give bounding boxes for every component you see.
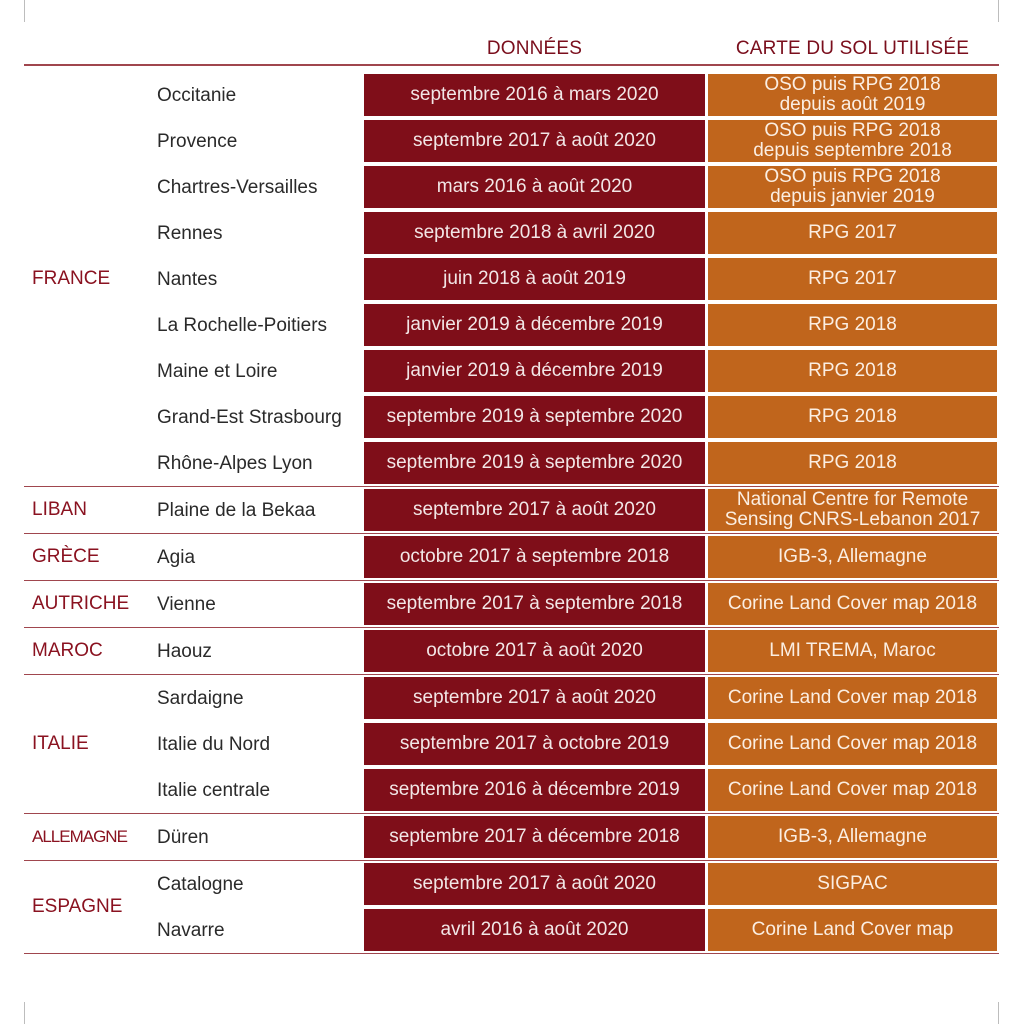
table-row: [24, 907, 999, 953]
region-name: Rennes: [157, 223, 223, 244]
region-name: Chartres-Versailles: [157, 177, 318, 198]
soil-map-cell: RPG 2017: [708, 212, 997, 254]
data-period-cell: septembre 2016 à mars 2020: [364, 74, 705, 116]
table-row: [24, 210, 999, 256]
country-group: [24, 628, 999, 675]
data-period-cell: avril 2016 à août 2020: [364, 909, 705, 951]
region-name: Catalogne: [157, 874, 244, 895]
table-row: [24, 814, 999, 860]
crop-mark-top-left: [24, 0, 25, 22]
region-name: Haouz: [157, 641, 212, 662]
data-table: [24, 72, 999, 954]
table-row: [24, 721, 999, 767]
header-soil-map: CARTE DU SOL UTILISÉE: [735, 38, 970, 59]
table-row: [24, 302, 999, 348]
header-data: DONNÉES: [486, 38, 583, 59]
country-group: [24, 675, 999, 814]
data-period-cell: septembre 2017 à août 2020: [364, 489, 705, 531]
table-row: [24, 767, 999, 813]
data-period-cell: septembre 2017 à octobre 2019: [364, 723, 705, 765]
data-period-cell: janvier 2019 à décembre 2019: [364, 304, 705, 346]
country-group: [24, 72, 999, 487]
data-period-cell: septembre 2017 à août 2020: [364, 677, 705, 719]
country-label: LIBAN: [32, 499, 87, 520]
country-label: MAROC: [32, 640, 103, 661]
country-group: [24, 814, 999, 861]
data-period-cell: octobre 2017 à septembre 2018: [364, 536, 705, 578]
data-period-cell: septembre 2018 à avril 2020: [364, 212, 705, 254]
data-period-cell: septembre 2017 à août 2020: [364, 863, 705, 905]
table-row: [24, 861, 999, 907]
region-name: Provence: [157, 131, 238, 152]
country-label: ESPAGNE: [32, 896, 123, 917]
soil-map-cell: SIGPAC: [708, 863, 997, 905]
table-row: [24, 118, 999, 164]
region-name: Navarre: [157, 920, 225, 941]
data-period-cell: septembre 2017 à décembre 2018: [364, 816, 705, 858]
table-row: [24, 487, 999, 533]
soil-map-cell: OSO puis RPG 2018 depuis août 2019: [708, 74, 997, 116]
region-name: Düren: [157, 827, 209, 848]
table-row: [24, 164, 999, 210]
data-period-cell: octobre 2017 à août 2020: [364, 630, 705, 672]
country-label: FRANCE: [32, 268, 111, 289]
soil-map-cell: Corine Land Cover map 2018: [708, 583, 997, 625]
region-name: Occitanie: [157, 85, 237, 106]
data-period-cell: janvier 2019 à décembre 2019: [364, 350, 705, 392]
region-name: La Rochelle-Poitiers: [157, 315, 328, 336]
country-label: GRÈCE: [32, 546, 100, 567]
region-name: Plaine de la Bekaa: [157, 500, 316, 521]
region-name: Italie centrale: [157, 780, 271, 801]
region-name: Italie du Nord: [157, 734, 271, 755]
data-period-cell: septembre 2016 à décembre 2019: [364, 769, 705, 811]
country-group: [24, 534, 999, 581]
table-row: [24, 581, 999, 627]
region-name: Rhône-Alpes Lyon: [157, 453, 313, 474]
soil-map-cell: National Centre for Remote Sensing CNRS-Lebanon 2017: [708, 489, 997, 531]
country-label: AUTRICHE: [32, 593, 130, 614]
country-label: ITALIE: [32, 733, 89, 754]
header-divider: [24, 64, 999, 66]
country-group: [24, 861, 999, 954]
region-name: Maine et Loire: [157, 361, 278, 382]
table-row: [24, 675, 999, 721]
crop-mark-top-right: [998, 0, 999, 22]
table-row: [24, 394, 999, 440]
region-name: Nantes: [157, 269, 218, 290]
soil-map-cell: IGB-3, Allemagne: [708, 536, 997, 578]
soil-map-cell: Corine Land Cover map 2018: [708, 723, 997, 765]
table-row: [24, 348, 999, 394]
crop-mark-bottom-left: [24, 1002, 25, 1024]
data-period-cell: juin 2018 à août 2019: [364, 258, 705, 300]
soil-map-cell: RPG 2018: [708, 350, 997, 392]
table-row: [24, 440, 999, 486]
region-name: Agia: [157, 547, 196, 568]
soil-map-cell: OSO puis RPG 2018 depuis janvier 2019: [708, 166, 997, 208]
data-period-cell: septembre 2017 à septembre 2018: [364, 583, 705, 625]
soil-map-cell: RPG 2018: [708, 442, 997, 484]
country-group: [24, 581, 999, 628]
country-group: [24, 487, 999, 534]
soil-map-cell: Corine Land Cover map: [708, 909, 997, 951]
region-name: Vienne: [157, 594, 216, 615]
region-name: Grand-Est Strasbourg: [157, 407, 342, 428]
soil-map-cell: RPG 2018: [708, 304, 997, 346]
soil-map-cell: LMI TREMA, Maroc: [708, 630, 997, 672]
table-row: [24, 256, 999, 302]
soil-map-cell: RPG 2017: [708, 258, 997, 300]
soil-map-cell: OSO puis RPG 2018 depuis septembre 2018: [708, 120, 997, 162]
crop-mark-bottom-right: [998, 1002, 999, 1024]
data-period-cell: septembre 2019 à septembre 2020: [364, 442, 705, 484]
table-row: [24, 534, 999, 580]
table-row: [24, 72, 999, 118]
soil-map-cell: Corine Land Cover map 2018: [708, 769, 997, 811]
data-period-cell: mars 2016 à août 2020: [364, 166, 705, 208]
data-period-cell: septembre 2019 à septembre 2020: [364, 396, 705, 438]
table-row: [24, 628, 999, 674]
region-name: Sardaigne: [157, 688, 244, 709]
soil-map-cell: IGB-3, Allemagne: [708, 816, 997, 858]
country-label: ALLEMAGNE: [32, 827, 127, 846]
data-period-cell: septembre 2017 à août 2020: [364, 120, 705, 162]
soil-map-cell: Corine Land Cover map 2018: [708, 677, 997, 719]
soil-map-cell: RPG 2018: [708, 396, 997, 438]
